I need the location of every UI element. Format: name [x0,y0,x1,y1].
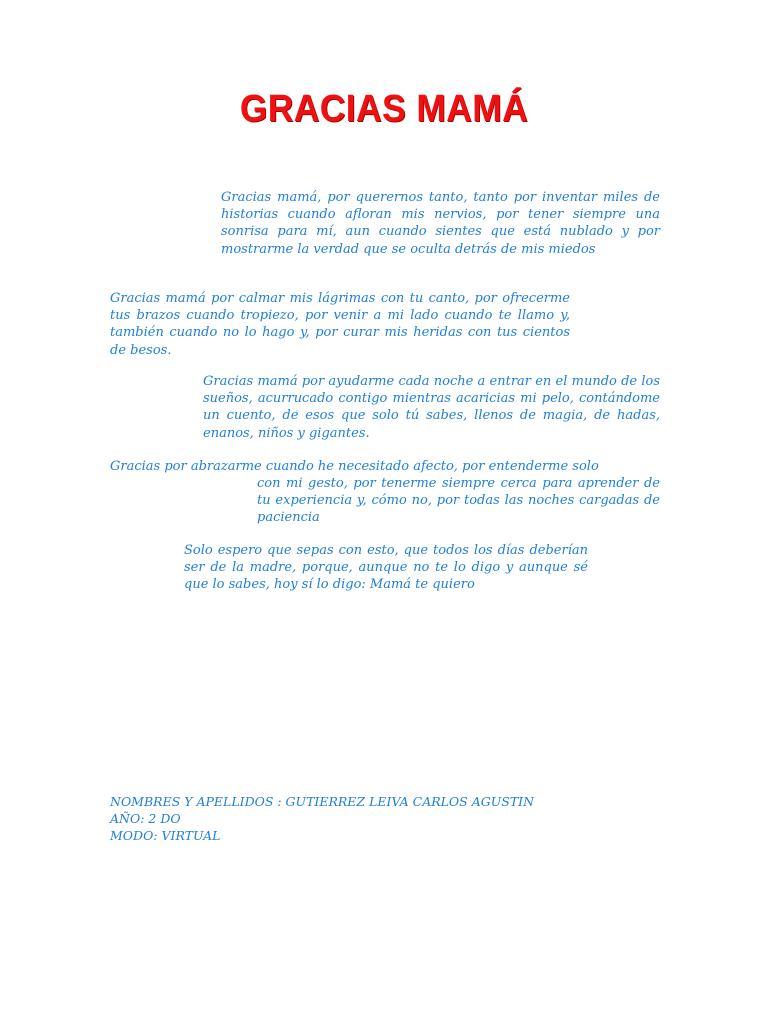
paragraph-1: Gracias mamá, por querernos tanto, tanto por inventar miles de historias cuando afloran mis nervios, por tener siempre una sonrisa para mí, aun cuando sientes que está nublado y por mostrarme la verdad que se oculta detrás de mis miedos [221,190,660,257]
paragraph-3: Gracias mamá por ayudarme cada noche a entrar en el mundo de los sueños, acurrucado contigo mientras acaricias mi pelo, contándome un cuento, de esos que solo tú sabes, llenos de magia, de hadas, enanos, niños y gigantes. [203,374,660,441]
author-names: NOMBRES Y APELLIDOS : GUTIERREZ LEIVA CARLOS AGUSTIN [110,794,535,809]
paragraph-5: Solo espero que sepas con esto, que todos los días deberían ser de la madre, porque, aunque no te lo digo y aunque sé que lo sabes, hoy sí lo digo: Mamá te quiero [184,543,588,593]
paragraph-4-rest: con mi gesto, por tenerme siempre cerca para aprender de tu experiencia y, cómo no, por todas las noches cargadas de paciencia [257,476,660,526]
author-mode: MODO: VIRTUAL [110,828,221,843]
author-year: AÑO: 2 DO [110,811,181,826]
paragraph-4-first-line: Gracias por abrazarme cuando he necesitado afecto, por entenderme solo [110,459,599,474]
paragraph-2: Gracias mamá por calmar mis lágrimas con tu canto, por ofrecerme tus brazos cuando tropiezo, por venir a mi lado cuando te llamo y, también cuando no lo hago y, por curar mis heridas con tus cientos de besos. [110,291,570,358]
author-info [110,793,534,844]
page-title: GRACIAS MAMÁ [239,88,529,130]
